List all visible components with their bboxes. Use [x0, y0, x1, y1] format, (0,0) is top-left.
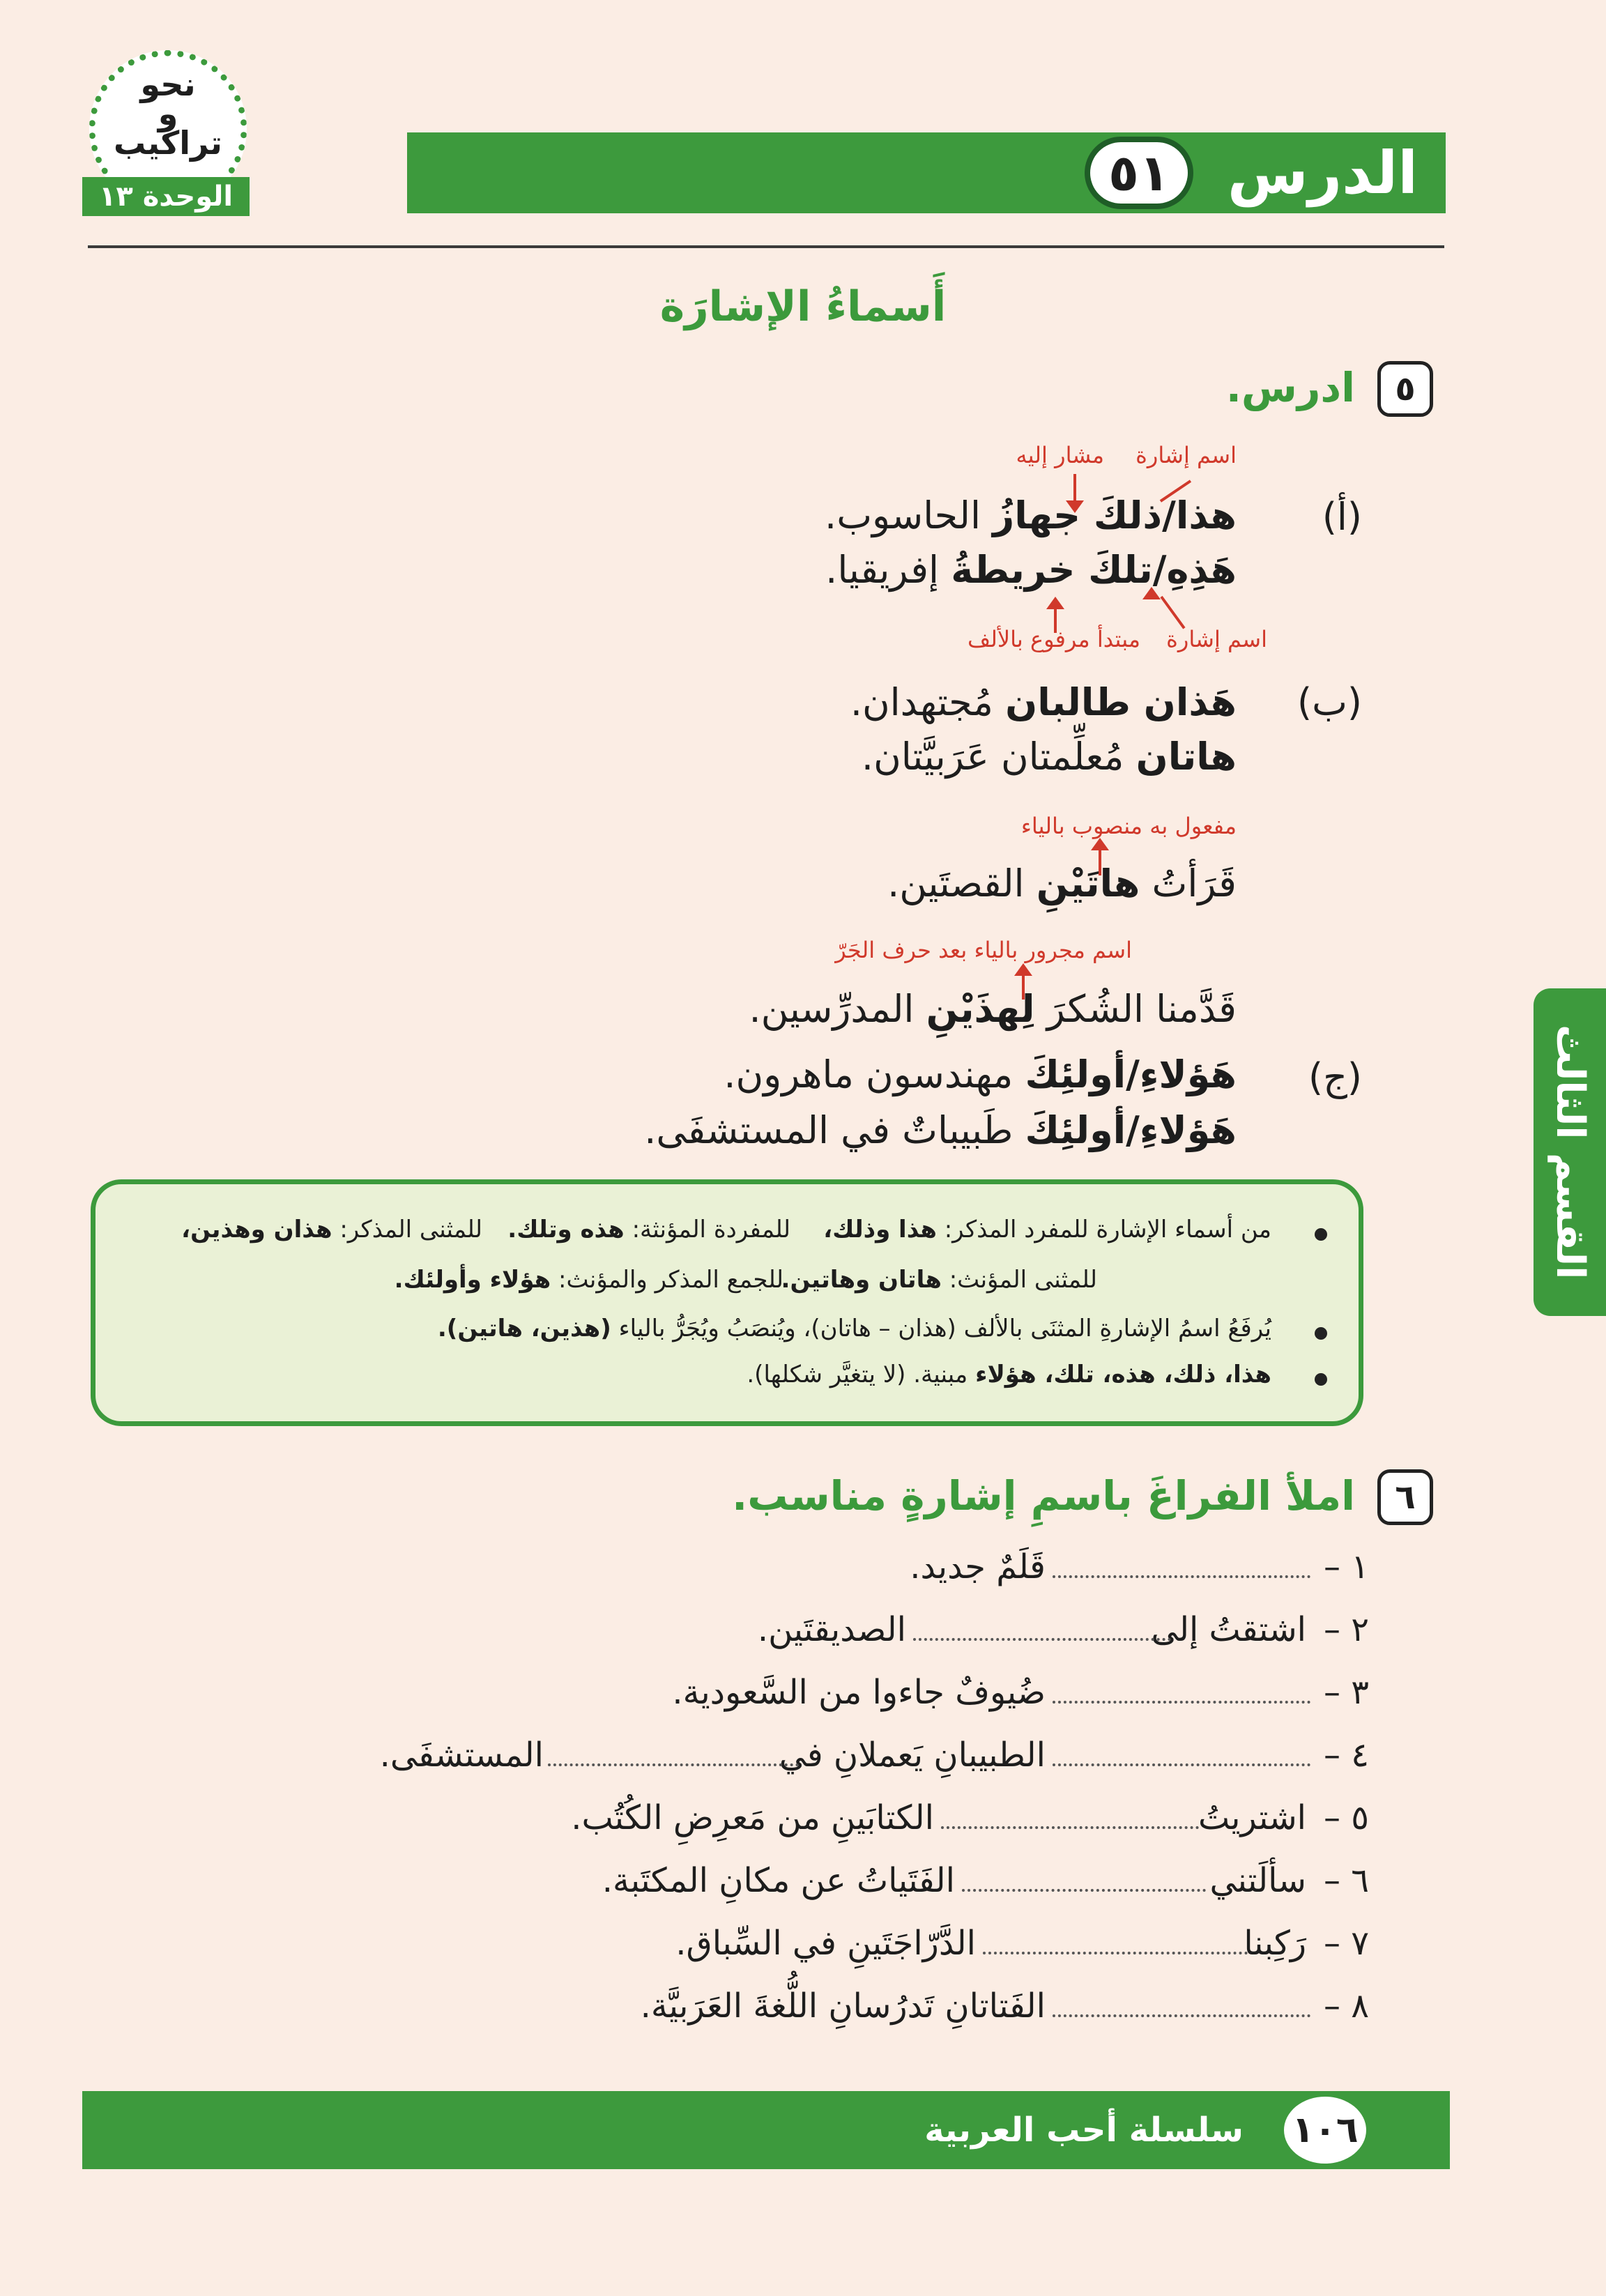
item8-number: ٨ – [1323, 1987, 1369, 2026]
section6-title: املأ الفراغَ باسمِ إشارةٍ مناسب. [732, 1472, 1355, 1520]
rule-1a: من أسماء الإشارة للمفرد المذكر: هذا وذلك، [823, 1216, 1271, 1243]
item3-after: ضُيوفٌ جاءوا من السَّعودية. [672, 1673, 1046, 1712]
page-number: ١٠٦ [1292, 2109, 1359, 2151]
lesson-title: الدرس [1227, 139, 1418, 207]
item4-after: الطبيبانِ يَعملانِ في [779, 1736, 1046, 1775]
lesson-number: ٥١ [1085, 137, 1193, 209]
rule-2: يُرفَعُ اسمُ الإشارةِ المثنَى بالألف (هذان – هاتان)، ويُنصَبُ ويُجَرُّ بالياء (هذين، هاتين). [437, 1315, 1271, 1342]
item6-before: سألَتني [1209, 1861, 1306, 1900]
unit-topic-line1: نحو [140, 66, 196, 103]
item2-before: اشتقتُ إلى [1151, 1610, 1306, 1649]
group-c-line1: هَؤلاءِ/أولئِكَ مهندسون ماهرون. [724, 1053, 1237, 1096]
note-ism-ishara-bottom: اسم إشارة [1166, 626, 1267, 652]
item1-after: قَلَمٌ جديد. [910, 1547, 1046, 1586]
item8-after: الفَتاتانِ تَدرُسانِ اللُّغةَ العَرَبيَّة. [640, 1987, 1046, 2026]
item5-number: ٥ – [1323, 1798, 1369, 1837]
item2-number: ٢ – [1323, 1610, 1369, 1649]
group-a-line2: هَذِهِ/تلكَ خريطةُ إفريقيا. [825, 548, 1237, 592]
item4-blank-1[interactable] [1053, 1757, 1310, 1766]
item2-after: الصديقتَين. [757, 1610, 906, 1649]
item7-before: رَكِبنا [1244, 1924, 1306, 1963]
rule-3: هذا، ذلك، هذه، تلك، هؤلاء مبنية. (لا يتغيَّر شكلها). [747, 1361, 1271, 1388]
item7-number: ٧ – [1323, 1924, 1369, 1963]
group-c-label: (ج) [1308, 1055, 1362, 1099]
unit-label: الوحدة ١٣ [82, 177, 250, 216]
item7-blank[interactable] [983, 1945, 1248, 1954]
note-mushar-ilayh: مشار إليه [1016, 442, 1104, 468]
note-mafool: مفعول به منصوب بالياء [1020, 813, 1237, 839]
rule-1d: للمثنى المؤنث: هاتان وهاتين. [781, 1266, 1097, 1294]
note-ism-ishara-top: اسم إشارة [1135, 442, 1237, 468]
rule-1e: للجمع المذكر والمؤنث: هؤلاء وأولئك. [394, 1266, 783, 1294]
item6-number: ٦ – [1323, 1861, 1369, 1900]
group-a-line1: هذا/ذلكَ جهازُ الحاسوب. [825, 493, 1237, 537]
unit-topic [89, 66, 247, 162]
section5-title: ادرس. [1225, 364, 1355, 411]
item3-number: ٣ – [1323, 1673, 1369, 1712]
note-majroor: اسم مجرور بالياء بعد حرف الجَرّ [835, 937, 1132, 963]
group-b-line3: قَرَأتُ هاتَيْنِ القصتَين. [887, 862, 1237, 905]
bullet-3 [1315, 1373, 1327, 1386]
item6-after: الفَتَياتُ عن مكانِ المكتَبة. [602, 1861, 955, 1900]
side-tab-label: القسم الثالث [1547, 1025, 1593, 1280]
item7-after: الدَّرّاجَتَينِ في السِّباق. [675, 1924, 976, 1963]
item4-blank-2[interactable] [548, 1757, 799, 1766]
section6-number: ٦ [1377, 1469, 1433, 1525]
item2-blank[interactable] [913, 1631, 1171, 1641]
arrow-ism-ishara-bottom-head [1150, 597, 1153, 599]
topic-title: أَسماءُ الإشارَة [659, 282, 947, 331]
note-mubtada: مبتدأ مرفوع بالألف [968, 626, 1140, 652]
unit-topic-line2: و [158, 95, 178, 132]
item3-blank[interactable] [1053, 1694, 1310, 1704]
item5-blank[interactable] [941, 1819, 1199, 1829]
rule-1c: للمثنى المذكر: هذان وهذين، [181, 1216, 482, 1243]
lesson-number-badge [1060, 132, 1218, 213]
group-b-line1: هَذان طالبان مُجتهدان. [850, 680, 1237, 724]
item8-blank[interactable] [1053, 2007, 1310, 2017]
item1-blank[interactable] [1053, 1568, 1310, 1578]
footer-bar [82, 2091, 1450, 2169]
group-b-line2: هاتان مُعلِّمتان عَرَبيَّتان. [861, 735, 1237, 779]
header-divider [88, 245, 1444, 248]
series-name: سلسلة أحب العربية [924, 2111, 1244, 2150]
item5-before: اشتريتُ [1198, 1798, 1306, 1837]
bullet-1 [1315, 1228, 1327, 1241]
unit-topic-line3: تراكيب [114, 124, 222, 162]
item5-after: الكتابَينِ من مَعرِضِ الكُتُب. [571, 1798, 934, 1837]
group-a-label: (أ) [1322, 495, 1362, 539]
bullet-2 [1315, 1327, 1327, 1340]
item6-blank[interactable] [962, 1882, 1206, 1892]
group-c-line2: هَؤلاءِ/أولئِكَ طَبيباتٌ في المستشفَى. [644, 1108, 1237, 1152]
item4-number: ٤ – [1323, 1736, 1369, 1775]
group-b-label: (ب) [1297, 680, 1362, 724]
rule-1b: للمفردة المؤنثة: هذه وتلك. [507, 1216, 790, 1243]
section5-number: ٥ [1377, 361, 1433, 417]
group-b-line4: قَدَّمنا الشُكرَ لِهذَيْنِ المدرِّسين. [749, 987, 1237, 1031]
item1-number: ١ – [1323, 1547, 1369, 1586]
item4-end: المستشفَى. [379, 1736, 544, 1775]
arrow-ism-ishara-bottom [1160, 596, 1185, 629]
